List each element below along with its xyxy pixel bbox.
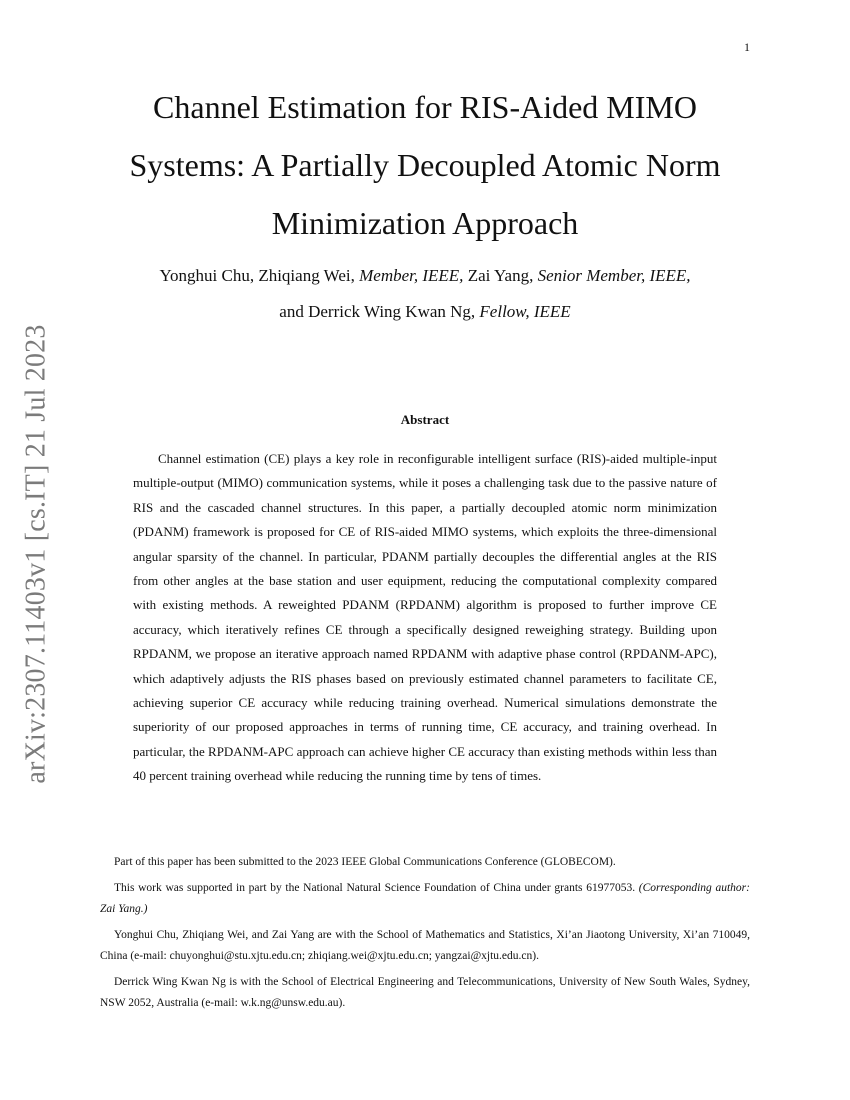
- corresponding-author: (Corresponding author: Zai Yang.): [100, 881, 750, 915]
- footnotes: [100, 852, 750, 1019]
- arxiv-side-stamp: [12, 314, 62, 794]
- footnote-funding: [100, 878, 750, 921]
- footnote-submission: Part of this paper has been submitted to the 2023 IEEE Global Communications Conference (GLOBECOM).: [114, 856, 616, 868]
- abstract-body: Channel estimation (CE) plays a key role in reconfigurable intelligent surface (RIS)-aided multiple-input multiple-output (MIMO) communication systems, while it poses a challenging task due to the passive nature of RIS and the cascaded channel structures. In this paper, a partially decoupled atomic norm minimization (PDANM) framework is proposed for CE of RIS-aided MIMO systems, which exploits the three-dimensional angular sparsity of the channel. In particular, PDANM partially decouples the differential angles at the RIS from other angles at the base station and user equipment, reducing the computational complexity compared with existing methods. A reweighted PDANM (RPDANM) algorithm is proposed to further improve CE accuracy, which iteratively refines CE through a specifically designed reweighing strategy. Building upon RPDANM, we propose an iterative approach named RPDANM with adaptive phase control (RPDANM-APC), which adaptively adjusts the RIS phases based on previously estimated channel parameters to facilitate CE, achieving superior CE accuracy while reducing training overhead. Numerical simulations demonstrate the superiority of our proposed approaches in terms of running time, CE accuracy, and training overhead. In particular, the RPDANM-APC approach can achieve higher CE accuracy than existing methods within less than 40 percent training overhead while reducing the running time by tens of times.: [133, 451, 717, 784]
- author-affiliation-role: Fellow, IEEE: [479, 302, 571, 321]
- abstract-heading: Abstract: [400, 412, 450, 427]
- author-affiliation-role: Member, IEEE,: [359, 266, 464, 285]
- author-name: Zai Yang,: [463, 266, 538, 285]
- author-name: Yonghui Chu,: [159, 266, 259, 285]
- author-list: [90, 258, 760, 330]
- funding-text: This work was supported in part by the National Natural Science Foundation of China under grants 61977053.: [114, 881, 639, 894]
- author-name: Zhiqiang Wei,: [258, 266, 360, 285]
- author-affiliation-role: Senior Member, IEEE,: [537, 266, 691, 285]
- footnote-affiliation-xjtu: Yonghui Chu, Zhiqiang Wei, and Zai Yang are with the School of Mathematics and Statistics, Xi’an Jiaotong University, Xi’an 710049, China (e-mail: chuyonghui@stu.xjtu.edu.cn; zhiqiang.wei@xjtu.edu.cn; yangzai@xjtu.edu.cn).: [100, 928, 750, 962]
- footnote-affiliation-unsw: Derrick Wing Kwan Ng is with the School of Electrical Engineering and Telecommunications, University of New South Wales, Sydney, NSW 2052, Australia (e-mail: w.k.ng@unsw.edu.au).: [100, 975, 750, 1009]
- arxiv-identifier: arXiv:2307.11403v1 [cs.IT] 21 Jul 2023: [21, 324, 53, 784]
- author-name: and Derrick Wing Kwan Ng,: [279, 302, 480, 321]
- page-number: 1: [744, 40, 750, 54]
- paper-title: Channel Estimation for RIS-Aided MIMO Systems: A Partially Decoupled Atomic Norm Minimization Approach: [129, 89, 721, 241]
